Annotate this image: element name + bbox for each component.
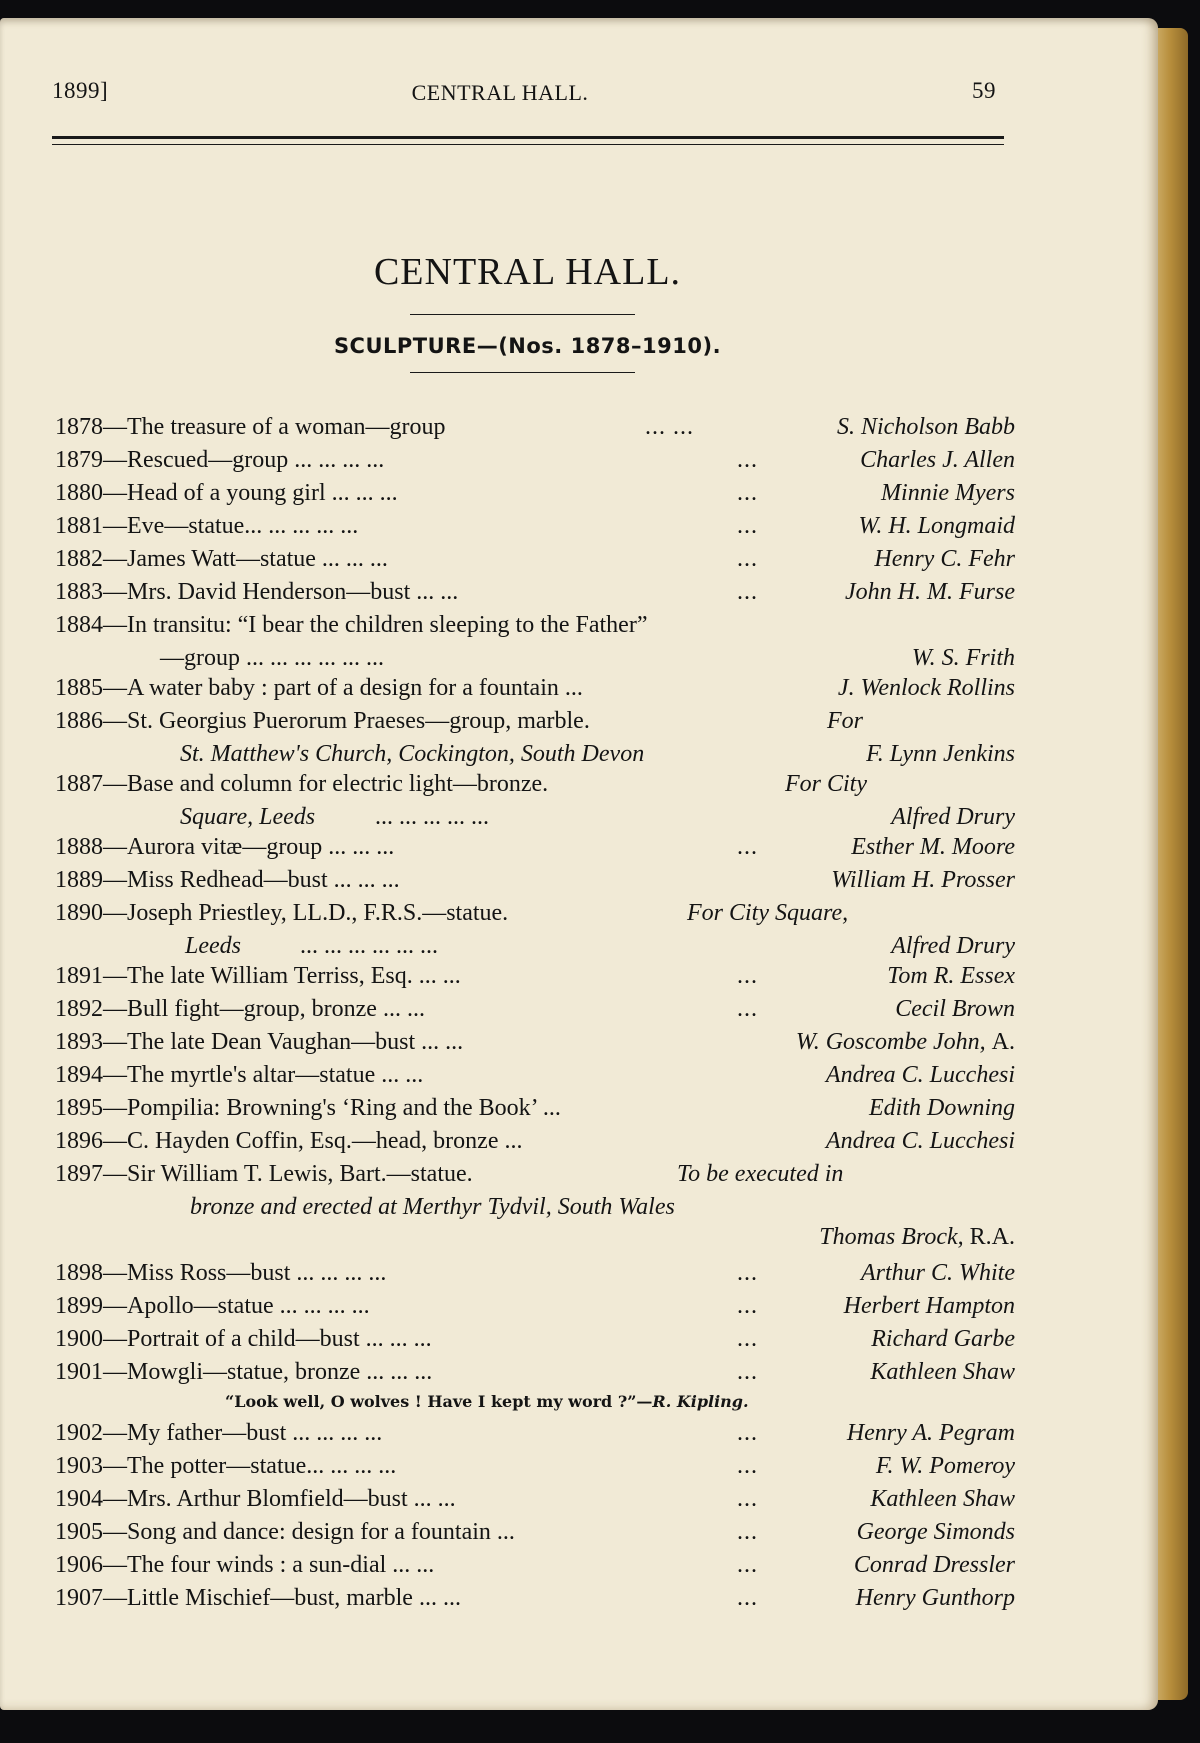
entry-note: To be executed in (677, 1161, 844, 1187)
entry-text: 1904—Mrs. Arthur Blomfield—bust ... ... (55, 1486, 456, 1512)
entry-text: 1887—Base and column for electric light—bronze. (55, 771, 549, 797)
list-item (55, 1161, 1015, 1194)
list-item (55, 996, 1015, 1029)
list-item-continuation (55, 1194, 1015, 1224)
entry-text: 1878—The treasure of a woman—group (55, 414, 446, 440)
list-item (55, 1519, 1015, 1552)
leader-dots: ... (737, 996, 758, 1022)
artist-name: Henry Gunthorp (855, 1585, 1015, 1611)
entry-text: 1892—Bull fight—group, bronze ... ... (55, 996, 425, 1022)
artist-name: George Simonds (856, 1519, 1015, 1545)
artist-honour: A. (991, 1029, 1015, 1055)
epigraph-text: “Look well, O wolves ! Have I kept my word ?”— (225, 1392, 653, 1411)
list-item (55, 1486, 1015, 1519)
artist-name: Charles J. Allen (860, 447, 1015, 473)
section-subtitle: SCULPTURE—(Nos. 1878–1910). (333, 334, 722, 358)
running-title: CENTRAL HALL. (411, 80, 589, 105)
entry-text: 1883—Mrs. David Henderson—bust ... ... (55, 579, 459, 605)
list-item-continuation (55, 933, 1015, 963)
list-item (55, 579, 1015, 612)
leader-dots: ... (737, 579, 758, 605)
leader-dots: ... (737, 1453, 758, 1479)
entry-text: 1897—Sir William T. Lewis, Bart.—statue. (55, 1161, 473, 1187)
entry-text: 1907—Little Mischief—bust, marble ... ... (55, 1585, 461, 1611)
list-item (55, 1453, 1015, 1486)
entry-text: 1886—St. Georgius Puerorum Praeses—group, marble. (55, 708, 590, 734)
entry-text: 1896—C. Hayden Coffin, Esq.—head, bronze ... (55, 1128, 523, 1154)
entry-text: 1888—Aurora vitæ—group ... ... ... (55, 834, 395, 860)
subtitle-rule (410, 372, 635, 373)
leader-dots: ... (737, 1552, 758, 1578)
entry-note: For City Square, (687, 900, 849, 926)
artist-name (796, 1029, 1015, 1056)
artist-name: Tom R. Essex (887, 963, 1015, 989)
list-item (55, 1420, 1015, 1453)
artist-name: Cecil Brown (895, 996, 1015, 1022)
entry-note: For City (785, 771, 867, 797)
list-item (55, 612, 1015, 645)
leader-dots: ... (737, 546, 758, 572)
list-item (55, 963, 1015, 996)
leader-dots: ... (737, 447, 758, 473)
list-item (55, 771, 1015, 804)
entry-text: 1884—In transitu: “I bear the children sleeping to the Father” (55, 612, 648, 638)
leader-dots: ... (737, 513, 758, 539)
artist-name: W. S. Frith (911, 645, 1015, 671)
page-number: 59 (972, 78, 996, 103)
artist-name: John H. M. Furse (845, 579, 1015, 605)
leader-dots: ... (737, 1326, 758, 1352)
leader-dots: ... (737, 1486, 758, 1512)
entry-continuation: —group ... ... ... ... ... ... (160, 645, 384, 671)
epigraph-author: R. Kipling. (652, 1392, 749, 1411)
artist-name: F. W. Pomeroy (875, 1453, 1015, 1479)
entry-text: 1882—James Watt—statue ... ... ... (55, 546, 388, 572)
title-rule (410, 314, 635, 315)
artist-name: Andrea C. Lucchesi (825, 1128, 1015, 1154)
entry-text: 1900—Portrait of a child—bust ... ... ... (55, 1326, 432, 1352)
artist-name: F. Lynn Jenkins (866, 741, 1015, 767)
artist-name (819, 1224, 1015, 1251)
header-rule (52, 136, 1004, 139)
leader-dots: ... (737, 1260, 758, 1286)
entry-text: 1885—A water baby : part of a design for a fountain ... (55, 675, 583, 701)
leader-dots: ... ... ... ... ... (375, 804, 489, 830)
list-item (55, 900, 1015, 933)
entry-text: 1890—Joseph Priestley, LL.D., F.R.S.—statue. (55, 900, 509, 926)
list-item (55, 546, 1015, 579)
leader-dots: ... ... ... ... ... ... (300, 933, 438, 959)
artist-name: Andrea C. Lucchesi (825, 1062, 1015, 1088)
list-item-continuation (55, 1224, 1015, 1260)
artist-name-text: W. Goscombe John, (795, 1029, 986, 1055)
artist-name: Herbert Hampton (843, 1293, 1015, 1319)
entry-text: 1895—Pompilia: Browning's ‘Ring and the Book’ ... (55, 1095, 561, 1121)
header-rule-thin (52, 144, 1004, 145)
list-item-continuation (55, 741, 1015, 771)
artist-name-text: Thomas Brock, (819, 1224, 964, 1250)
book-page (0, 18, 1158, 1710)
entry-text: 1889—Miss Redhead—bust ... ... ... (55, 867, 400, 893)
entry-continuation: Leeds (185, 933, 241, 959)
entry-continuation: Square, Leeds (180, 804, 316, 830)
epigraph (55, 1392, 1015, 1420)
list-item (55, 1359, 1015, 1392)
entry-text: 1905—Song and dance: design for a fountain ... (55, 1519, 515, 1545)
leader-dots: ... (737, 963, 758, 989)
leader-dots: ... (737, 480, 758, 506)
entry-text: 1881—Eve—statue... ... ... ... ... (55, 513, 359, 539)
artist-honour: R.A. (969, 1224, 1015, 1250)
list-item (55, 1585, 1015, 1618)
leader-dots: ... (737, 1293, 758, 1319)
list-item (55, 513, 1015, 546)
entry-text: 1893—The late Dean Vaughan—bust ... ... (55, 1029, 464, 1055)
list-item (55, 1095, 1015, 1128)
entry-text: 1894—The myrtle's altar—statue ... ... (55, 1062, 424, 1088)
list-item (55, 447, 1015, 480)
entry-text: 1879—Rescued—group ... ... ... ... (55, 447, 385, 473)
leader-dots: ... (737, 1420, 758, 1446)
entry-continuation: bronze and erected at Merthyr Tydvil, South Wales (190, 1194, 675, 1220)
artist-name: Arthur C. White (861, 1260, 1015, 1286)
list-item (55, 1062, 1015, 1095)
leader-dots: ... ... (645, 414, 694, 440)
artist-name: Kathleen Shaw (870, 1486, 1015, 1512)
artist-name: William H. Prosser (831, 867, 1015, 893)
artist-name: S. Nicholson Babb (837, 414, 1015, 440)
list-item (55, 1293, 1015, 1326)
list-item-continuation (55, 804, 1015, 834)
leader-dots: ... (737, 1585, 758, 1611)
entry-note: For (827, 708, 863, 734)
entry-text: 1899—Apollo—statue ... ... ... ... (55, 1293, 370, 1319)
artist-name: Edith Downing (868, 1095, 1015, 1121)
artist-name: W. H. Longmaid (858, 513, 1015, 539)
list-item (55, 1326, 1015, 1359)
artist-name: Richard Garbe (871, 1326, 1015, 1352)
list-item (55, 1260, 1015, 1293)
artist-name: Henry C. Fehr (874, 546, 1015, 572)
artist-name: Alfred Drury (891, 804, 1015, 830)
list-item (55, 675, 1015, 708)
artist-name: Alfred Drury (891, 933, 1015, 959)
entry-text: 1903—The potter—statue... ... ... ... (55, 1453, 397, 1479)
list-item (55, 834, 1015, 867)
leader-dots: ... (737, 1359, 758, 1385)
leader-dots: ... (737, 834, 758, 860)
list-item (55, 867, 1015, 900)
artist-name: Conrad Dressler (853, 1552, 1015, 1578)
artist-name: Minnie Myers (881, 480, 1015, 506)
list-item (55, 708, 1015, 741)
entry-text: 1902—My father—bust ... ... ... ... (55, 1420, 383, 1446)
entry-text: 1901—Mowgli—statue, bronze ... ... ... (55, 1359, 433, 1385)
artist-name: J. Wenlock Rollins (837, 675, 1015, 701)
list-item (55, 1552, 1015, 1585)
running-year: 1899] (52, 78, 109, 103)
catalogue-list (55, 414, 1015, 1618)
list-item (55, 480, 1015, 513)
artist-name: Kathleen Shaw (870, 1359, 1015, 1385)
page-title: CENTRAL HALL. (373, 251, 682, 293)
artist-name: Henry A. Pegram (846, 1420, 1015, 1446)
list-item (55, 1128, 1015, 1161)
list-item (55, 1029, 1015, 1062)
gilt-page-edges (1158, 28, 1188, 1700)
entry-text: 1906—The four winds : a sun-dial ... ... (55, 1552, 435, 1578)
entry-text: 1898—Miss Ross—bust ... ... ... ... (55, 1260, 387, 1286)
entry-text: 1891—The late William Terriss, Esq. ... ... (55, 963, 461, 989)
artist-name: Esther M. Moore (851, 834, 1015, 860)
entry-continuation: St. Matthew's Church, Cockington, South Devon (180, 741, 645, 767)
leader-dots: ... (737, 1519, 758, 1545)
entry-text: 1880—Head of a young girl ... ... ... (55, 480, 398, 506)
list-item (55, 414, 1015, 447)
list-item-continuation (55, 645, 1015, 675)
